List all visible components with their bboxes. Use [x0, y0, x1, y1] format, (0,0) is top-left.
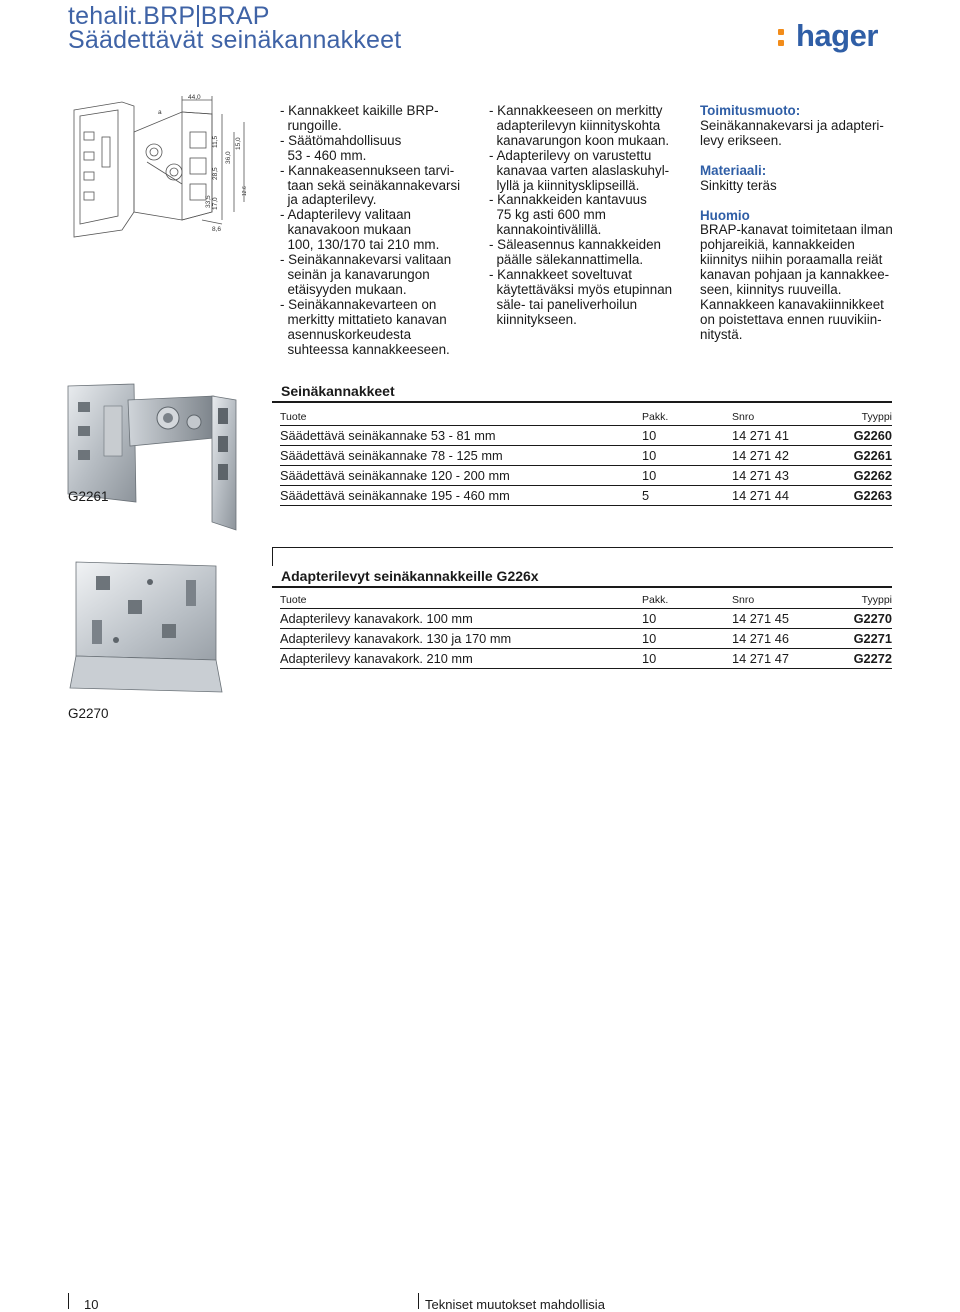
text-line: asennuskorkeudesta [280, 326, 412, 342]
header-tyyppi: Tyyppi [822, 592, 892, 609]
text-line: levy erikseen. [700, 132, 782, 148]
text-line: käytettäväksi myös etupinnan [489, 281, 673, 297]
cell-pakk: 10 [642, 649, 732, 669]
text-line: Seinäkannakevarsi ja adapteri- [700, 117, 884, 133]
header-snro: Snro [732, 592, 822, 609]
text-line: säle- tai paneliverhoilun [489, 296, 638, 312]
wall-bracket-photo [64, 382, 244, 532]
text-line: - Adapterilevy valitaan [280, 207, 412, 223]
title-separator [197, 5, 199, 27]
dim-label: 15,0 [235, 137, 242, 150]
dim-label: 33,5 [205, 195, 212, 208]
text-line: ja adapterilevy. [280, 192, 377, 208]
cell-tuote: Säädettävä seinäkannake 78 - 125 mm [280, 446, 642, 466]
section-rule [272, 401, 892, 403]
page-number: 10 [84, 1297, 99, 1312]
adapter-plate-photo [66, 560, 226, 700]
table-row [280, 466, 892, 486]
cell-tuote: Säädettävä seinäkannake 53 - 81 mm [280, 426, 642, 446]
cell-pakk: 10 [642, 629, 732, 649]
table-row [280, 609, 892, 629]
text-line: - Seinäkannakevarteen on [280, 296, 437, 312]
text-line: pohjareikiä, kannakkeiden [700, 237, 855, 253]
header-pakk: Pakk. [642, 592, 732, 609]
text-line: - Säleasennus kannakkeiden [489, 237, 661, 253]
product-table-wall-brackets [280, 409, 892, 506]
hager-logo [778, 20, 878, 52]
info-column [700, 104, 900, 343]
text-line: - Kannakkeeseen on merkitty [489, 103, 663, 118]
header-tuote: Tuote [280, 409, 642, 426]
cell-tuote: Adapterilevy kanavakork. 210 mm [280, 649, 642, 669]
feature-list-2 [489, 104, 689, 328]
footer-divider [68, 1293, 69, 1309]
note-heading: Huomio [700, 207, 750, 223]
text-line: adapterilevyn kiinnityskohta [489, 117, 661, 133]
image-caption-g2261: G2261 [68, 489, 109, 504]
logo-mark [778, 29, 793, 49]
cell-pakk: 10 [642, 446, 732, 466]
text-line: 100, 130/170 tai 210 mm. [280, 237, 440, 253]
dim-label: 8,6 [212, 226, 222, 233]
cell-snro: 14 271 41 [732, 426, 822, 446]
delivery-heading: Toimitusmuoto: [700, 103, 801, 118]
cell-tyyppi: G2272 [822, 649, 892, 669]
cell-tyyppi: G2271 [822, 629, 892, 649]
delivery-text [700, 119, 900, 149]
feature-list-1 [280, 104, 475, 357]
text-line: lyllä ja kiinnitysklipseillä. [489, 177, 640, 193]
text-line: - Kannakkeet soveltuvat [489, 266, 632, 282]
product-table-adapter-plates [280, 592, 892, 669]
cell-tuote: Säädettävä seinäkannake 120 - 200 mm [280, 466, 642, 486]
cell-tuote: Adapterilevy kanavakork. 100 mm [280, 609, 642, 629]
text-line: merkitty mittatieto kanavan [280, 311, 447, 327]
text-line: rungoille. [280, 117, 342, 133]
table-row [280, 446, 892, 466]
cell-tuote: Säädettävä seinäkannake 195 - 460 mm [280, 486, 642, 506]
logo-text: hager [796, 18, 878, 53]
text-line: päälle sälekannattimella. [489, 252, 644, 268]
cell-snro: 14 271 46 [732, 629, 822, 649]
table-row [280, 426, 892, 446]
table-row [280, 649, 892, 669]
text-line: kiinnitys niihin poraamalla reiät [700, 252, 883, 268]
dim-tag: 12.6 [242, 186, 248, 196]
text-line: nitystä. [700, 326, 743, 342]
material-heading: Materiaali: [700, 162, 767, 178]
text-line: kannakointivälillä. [489, 222, 602, 238]
dim-label: 44,0 [188, 94, 201, 101]
table-row [280, 486, 892, 506]
text-line: etäisyyden mukaan. [280, 281, 407, 297]
text-line: - Säätömahdollisuus [280, 132, 402, 148]
doc-title: tehalit.BRP BRAP [68, 2, 270, 30]
dim-label: 17,0 [212, 197, 219, 210]
header-tuote: Tuote [280, 592, 642, 609]
table-header-row [280, 592, 892, 609]
cell-tuote: Adapterilevy kanavakork. 130 ja 170 mm [280, 629, 642, 649]
cell-snro: 14 271 45 [732, 609, 822, 629]
cell-tyyppi: G2262 [822, 466, 892, 486]
cell-tyyppi: G2270 [822, 609, 892, 629]
text-line: suhteessa kannakkeeseen. [280, 341, 450, 357]
cell-snro: 14 271 42 [732, 446, 822, 466]
text-line: Kannakkeen kanavakiinnikkeet [700, 296, 884, 312]
text-line: - Kannakkeet kaikille BRP- [280, 103, 439, 118]
table-header-row [280, 409, 892, 426]
footer-note: Tekniset muutokset mahdollisia [425, 1297, 605, 1312]
cell-pakk: 5 [642, 486, 732, 506]
text-line: - Kannakkeiden kantavuus [489, 192, 647, 208]
text-line: - Adapterilevy on varustettu [489, 147, 652, 163]
text-line: kanavarungon koon mukaan. [489, 132, 670, 148]
dim-letter: a [158, 109, 162, 116]
note-text [700, 223, 900, 342]
text-line: - Seinäkannakevarsi valitaan [280, 252, 452, 268]
cell-pakk: 10 [642, 609, 732, 629]
section-title-wall-brackets: Seinäkannakkeet [281, 383, 395, 399]
text-line: kanavakoon mukaan [280, 222, 412, 238]
header-snro: Snro [732, 409, 822, 426]
text-line: 75 kg asti 600 mm [489, 207, 606, 223]
cell-tyyppi: G2263 [822, 486, 892, 506]
dim-label: 11,5 [212, 135, 219, 148]
doc-subtitle: Säädettävät seinäkannakkeet [68, 26, 402, 54]
cell-tyyppi: G2261 [822, 446, 892, 466]
bracket-dimension-drawing [62, 92, 262, 242]
footer-divider [418, 1293, 419, 1309]
text-line: on poistettava ennen ruuvikiin- [700, 311, 882, 327]
text-line: seinän ja kanavarungon [280, 266, 430, 282]
cell-pakk: 10 [642, 426, 732, 446]
text-line: BRAP-kanavat toimitetaan ilman [700, 222, 893, 238]
text-line: kiinnitykseen. [489, 311, 577, 327]
text-line: - Kannakeasennukseen tarvi- [280, 162, 455, 178]
dim-label: 36,0 [225, 151, 232, 164]
header-pakk: Pakk. [642, 409, 732, 426]
text-line: 53 - 460 mm. [280, 147, 367, 163]
cell-pakk: 10 [642, 466, 732, 486]
text-line: kanavan pohjaan ja kannakkee- [700, 267, 890, 283]
text-line: kanavaa varten alaslaskuhyl- [489, 162, 670, 178]
header-tyyppi: Tyyppi [822, 409, 892, 426]
cell-snro: 14 271 43 [732, 466, 822, 486]
section-title-adapter-plates: Adapterilevyt seinäkannakkeille G226x [281, 568, 539, 584]
cell-snro: 14 271 44 [732, 486, 822, 506]
cell-tyyppi: G2260 [822, 426, 892, 446]
text-line: taan sekä seinäkannakevarsi [280, 177, 461, 193]
section-rule [272, 586, 892, 588]
dim-label: 28,5 [212, 167, 219, 180]
text-line: seen, kiinnitys ruuveilla. [700, 282, 842, 298]
material-text [700, 179, 900, 194]
image-caption-g2270: G2270 [68, 706, 109, 721]
cell-snro: 14 271 47 [732, 649, 822, 669]
text-line: Sinkitty teräs [700, 177, 777, 193]
table-row [280, 629, 892, 649]
section-frame [272, 547, 893, 566]
